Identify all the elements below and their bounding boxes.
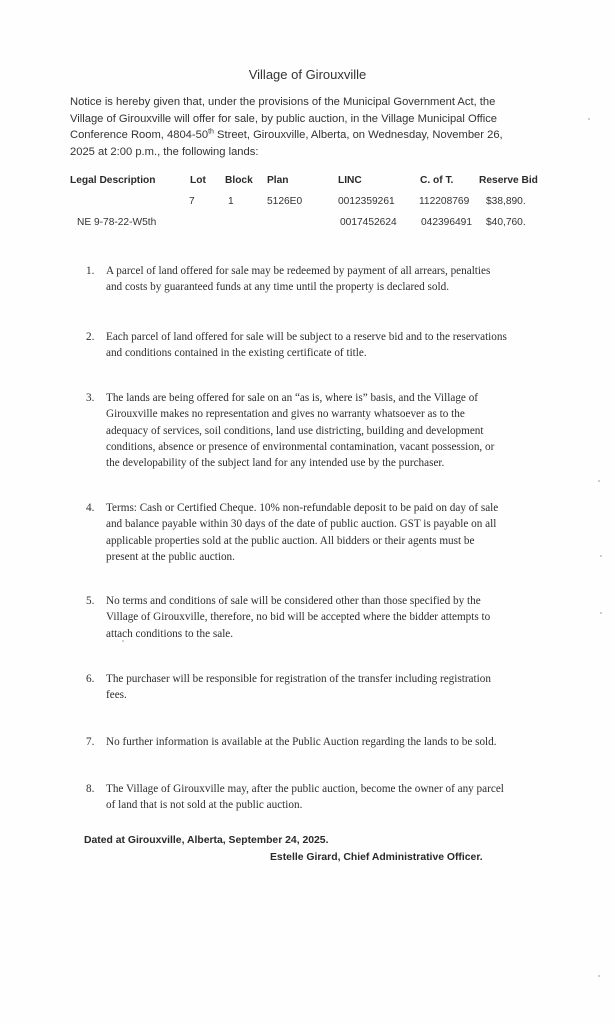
condition-line: attach conditions to the sale. [106,627,234,640]
row2-linc: 0017452624 [340,217,397,228]
scan-speck [600,612,602,614]
row2-c-of-t: 042396491 [421,217,472,228]
document-title: Village of Girouxville [248,67,367,82]
condition-line: adequacy of services, soil conditions, land use districting, building and development [106,424,484,437]
condition-line: The lands are being offered for sale on an “as is, where is” basis, and the Village of [106,392,479,404]
condition-line: and balance payable within 30 days of the date of public auction. GST is payable on all [106,518,497,531]
condition-line: No terms and conditions of sale will be considered other than those specified by the [106,595,481,607]
condition-number: 8. [86,783,95,795]
condition-number: 1. [86,265,95,277]
condition-line: Terms: Cash or Certified Cheque. 10% non-refundable deposit to be paid on day of sale [106,502,499,514]
header-legal-description: Legal Description [70,175,156,186]
condition-line: No further information is available at the Public Auction regarding the lands to be sold. [106,736,497,748]
condition-line: the developability of the subject land for any intended use by the purchaser. [106,457,445,470]
condition-item [86,781,556,814]
scan-speck [598,480,600,482]
row2-reserve-bid: $40,760. [486,217,526,228]
condition-line: present at the public auction. [106,550,235,563]
row1-block: 1 [228,196,234,207]
row2-legal-description: NE 9-78-22-W5th [77,217,157,228]
notice-intro [70,94,560,160]
condition-line: and costs by guaranteed funds at any time until the property is declared sold. [106,281,449,294]
ordinal-suffix: th [208,128,214,136]
intro-text: Conference Room, 4804-50 [70,129,209,141]
condition-number: 6. [86,673,95,685]
intro-line: 2025 at 2:00 p.m., the following lands: [70,145,259,158]
condition-item [86,593,556,642]
scan-speck [598,975,600,977]
condition-line: fees. [106,689,127,702]
condition-line: The Village of Girouxville may, after the public auction, become the owner of any parcel [106,783,504,795]
condition-item [86,390,556,471]
row1-lot: 7 [189,196,195,207]
condition-line: conditions, absence or presence of environmental contamination, vacant possession, or [106,440,495,453]
scan-speck [122,640,124,642]
condition-item [86,734,556,750]
row1-reserve-bid: $38,890. [486,196,526,207]
condition-number: 4. [86,502,95,514]
header-reserve-bid: Reserve Bid [479,175,538,186]
condition-item [86,329,556,362]
header-lot: Lot [190,175,206,186]
header-block: Block [225,175,253,186]
condition-number: 7. [86,736,95,748]
dated-line: Dated at Girouxville, Alberta, September 24, 2025. [84,835,329,846]
condition-line: applicable properties sold at the public auction. All bidders or their agents must be [106,534,475,547]
condition-line: and conditions contained in the existing certificate of title. [106,347,367,360]
condition-item [86,500,556,565]
intro-line: Village of Girouxville will offer for sale, by public auction, in the Village Municipal Office [70,112,498,125]
condition-item [86,263,556,296]
intro-line [70,127,560,144]
condition-line: A parcel of land offered for sale may be redeemed by payment of all arrears, penalties [106,265,491,277]
condition-number: 3. [86,392,95,404]
row1-plan: 5126E0 [267,196,303,207]
condition-line: Village of Girouxville, therefore, no bid will be accepted where the bidder attempts to [106,611,491,624]
condition-number: 5. [86,595,95,607]
condition-number: 2. [86,331,95,343]
header-c-of-t: C. of T. [420,175,454,186]
scan-speck [588,118,590,120]
scan-speck [600,555,602,557]
row1-c-of-t: 112208769 [419,196,470,207]
intro-text: Street, Girouxville, Alberta, on Wednesday, November 26, [213,129,503,141]
signature-line: Estelle Girard, Chief Administrative Officer. [270,852,483,863]
condition-line: The purchaser will be responsible for registration of the transfer including registration [106,673,491,685]
condition-line: of land that is not sold at the public auction. [106,799,303,812]
condition-item [86,671,556,704]
condition-line: Girouxville makes no representation and gives no warranty whatsoever as to the [106,408,465,421]
intro-line: Notice is hereby given that, under the provisions of the Municipal Government Act, the [70,96,496,108]
header-linc: LINC [338,175,362,186]
header-plan: Plan [267,175,289,186]
condition-line: Each parcel of land offered for sale will be subject to a reserve bid and to the reservations [106,331,507,343]
row1-linc: 0012359261 [338,196,395,207]
